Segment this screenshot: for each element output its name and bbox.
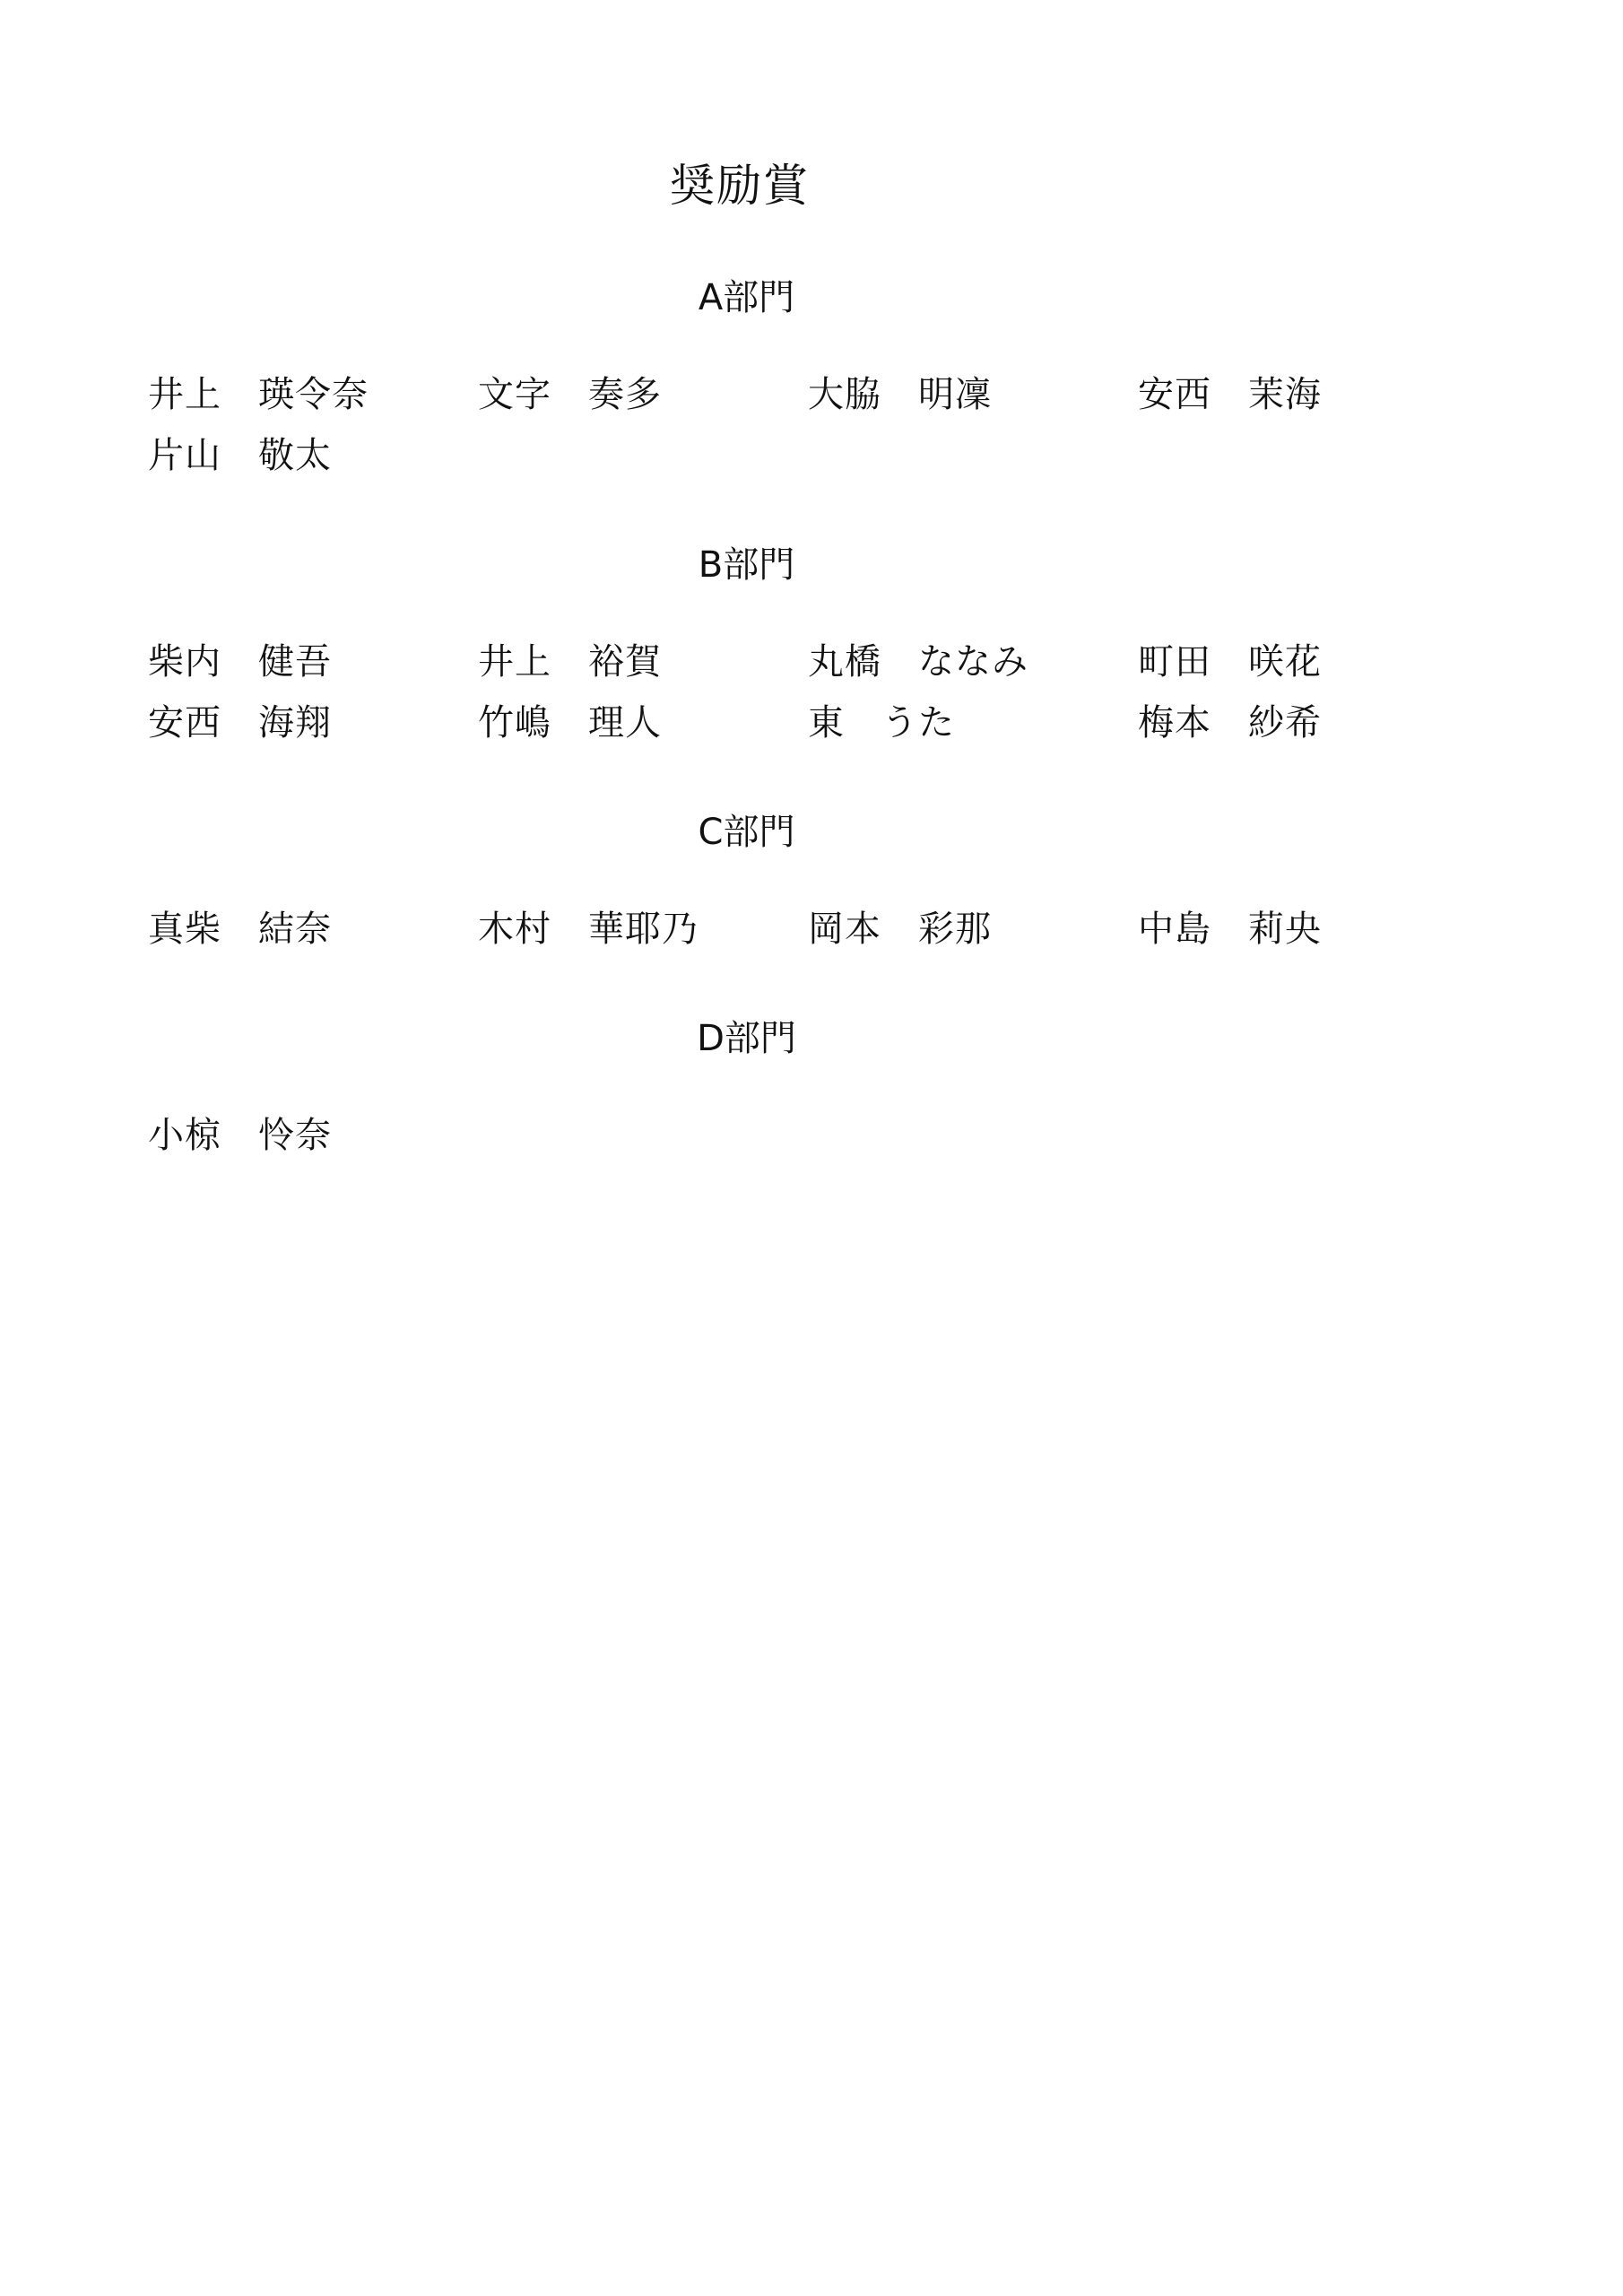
name-entry: 小椋 怜奈 (148, 1115, 332, 1156)
section-heading-c: C部門 (698, 812, 795, 853)
name-entry: 梅本 紗希 (1138, 702, 1322, 744)
section-heading-d: D部門 (697, 1018, 796, 1059)
name-entry: 柴内 健吾 (148, 641, 332, 683)
name-entry: 真柴 結奈 (148, 909, 332, 950)
name-entry: 安西 茉海 (1138, 374, 1322, 415)
name-entry: 東 うた (808, 702, 955, 744)
section-heading-b: B部門 (698, 544, 795, 586)
page-title: 奨励賞 (670, 160, 810, 212)
name-entry: 安西 海翔 (148, 702, 332, 744)
section-heading-a: A部門 (698, 277, 795, 318)
name-list-c (148, 902, 1475, 956)
name-entry: 竹嶋 理人 (478, 702, 662, 744)
name-list-b (148, 635, 1475, 750)
name-entry: 町田 咲花 (1138, 641, 1322, 683)
name-list-a (148, 368, 1475, 483)
name-entry: 木村 華耶乃 (478, 909, 699, 950)
name-entry: 文字 奏多 (478, 374, 662, 415)
name-entry: 中島 莉央 (1138, 909, 1322, 950)
name-entry: 丸橋 ななみ (808, 641, 1028, 683)
name-list-d (148, 1109, 1475, 1162)
name-entry: 片山 敬太 (148, 435, 332, 476)
name-entry: 岡本 彩那 (808, 909, 992, 950)
name-entry: 大脇 明凜 (808, 374, 992, 415)
name-entry: 井上 瑛令奈 (148, 374, 369, 415)
name-entry: 井上 裕賀 (478, 641, 662, 683)
